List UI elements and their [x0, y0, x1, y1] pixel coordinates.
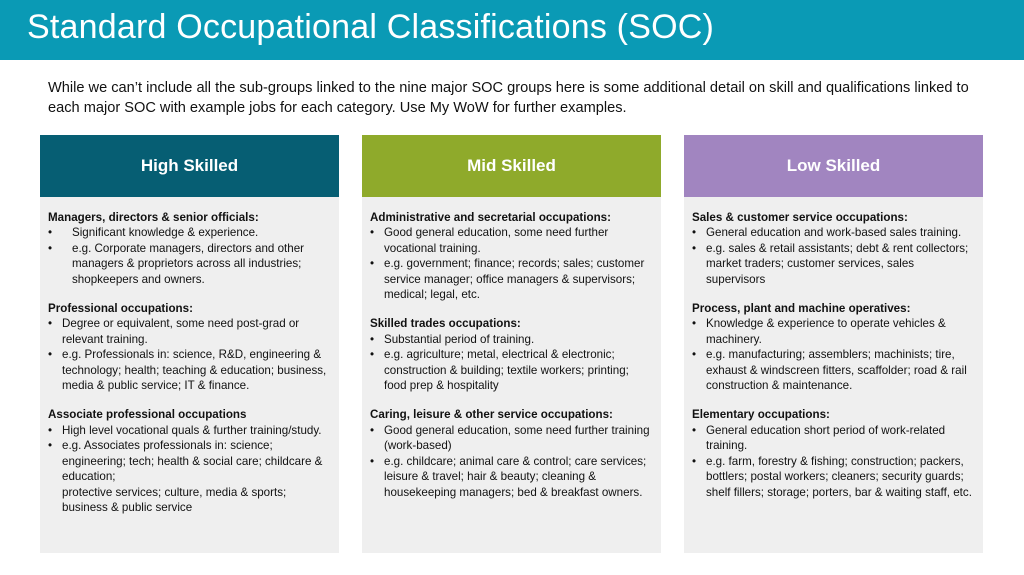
group-list: [692, 316, 975, 393]
list-item: • General education and work-based sales training.: [692, 225, 975, 240]
column-header: High Skilled: [40, 135, 339, 197]
soc-group: [692, 407, 975, 499]
soc-group: [48, 210, 331, 287]
list-item: • e.g. Professionals in: science, R&D, engineering & technology; health; teaching & education; business, media & public service; IT & finance.: [48, 347, 331, 393]
group-title: Caring, leisure & other service occupations:: [370, 408, 613, 422]
group-list: [370, 332, 653, 394]
soc-group: [370, 210, 653, 302]
list-item: • Knowledge & experience to operate vehicles & machinery.: [692, 316, 975, 347]
list-item: • Good general education, some need further vocational training.: [370, 225, 653, 256]
list-item: • e.g. Associates professionals in: science; engineering; tech; health & social care; childcare & education;: [48, 438, 331, 484]
group-title: Skilled trades occupations:: [370, 317, 521, 331]
soc-group: [370, 407, 653, 499]
group-list: [48, 423, 331, 485]
column-body: [684, 197, 983, 500]
title-bar: [0, 0, 1024, 60]
list-item: • General education short period of work-related training.: [692, 423, 975, 454]
group-list: [370, 225, 653, 302]
column-low-skilled: [684, 135, 983, 553]
group-list: [692, 225, 975, 287]
group-list: [48, 225, 331, 287]
list-item: • Degree or equivalent, some need post-grad or relevant training.: [48, 316, 331, 347]
list-item: • e.g. government; finance; records; sales; customer service manager; office managers & supervisors; medical; legal, etc.: [370, 256, 653, 302]
list-item: • e.g. sales & retail assistants; debt & rent collectors; market traders; customer services, sales supervisors: [692, 241, 975, 287]
soc-group: [692, 301, 975, 393]
group-title: Associate professional occupations: [48, 408, 247, 422]
list-item: • e.g. farm, forestry & fishing; construction; packers, bottlers; postal workers; cleaners; security guards; shelf fillers; storage; porters, bar & waiting staff, etc.: [692, 454, 975, 500]
group-list: [48, 316, 331, 393]
group-title: Sales & customer service occupations:: [692, 211, 908, 224]
group-title: Managers, directors & senior officials:: [48, 211, 259, 224]
group-title: Professional occupations:: [48, 302, 193, 316]
list-item: • High level vocational quals & further training/study.: [48, 423, 331, 438]
soc-group: [48, 407, 331, 515]
group-title: Elementary occupations:: [692, 408, 830, 422]
list-item: • Good general education, some need further training (work-based): [370, 423, 653, 454]
column-header: Mid Skilled: [362, 135, 661, 197]
list-item: • e.g. Corporate managers, directors and other managers & proprietors across all industries; shopkeepers and owners.: [48, 241, 331, 287]
group-list: [692, 423, 975, 500]
soc-group: [692, 210, 975, 287]
group-list: [370, 423, 653, 500]
column-high-skilled: [40, 135, 339, 553]
group-title: Administrative and secretarial occupations:: [370, 211, 611, 224]
column-header: Low Skilled: [684, 135, 983, 197]
list-item: • e.g. childcare; animal care & control; care services; leisure & travel; hair & beauty; cleaning & housekeeping managers; bed & breakfast owners.: [370, 454, 653, 500]
column-body: [362, 197, 661, 500]
column-body: [40, 197, 339, 515]
list-item: • e.g. manufacturing; assemblers; machinists; tire, exhaust & windscreen fitters, scaffolder; road & rail construction & maintenance.: [692, 347, 975, 393]
list-item: • e.g. agriculture; metal, electrical & electronic; construction & building; textile workers; printing; food prep & hospitality: [370, 347, 653, 393]
page-title: Standard Occupational Classifications (SOC): [27, 8, 715, 46]
list-item: • Substantial period of training.: [370, 332, 653, 347]
group-title: Process, plant and machine operatives:: [692, 302, 911, 316]
list-item: • Significant knowledge & experience.: [48, 225, 331, 240]
column-mid-skilled: [362, 135, 661, 553]
intro-text: While we can’t include all the sub-groups linked to the nine major SOC groups here is some additional detail on skill and qualifications linked to each major SOC with example jobs for each category. Use My WoW for further examples.: [48, 80, 969, 116]
list-item-continuation: protective services; culture, media & sports; business & public service: [62, 485, 287, 514]
soc-group: [370, 316, 653, 393]
soc-group: [48, 301, 331, 393]
